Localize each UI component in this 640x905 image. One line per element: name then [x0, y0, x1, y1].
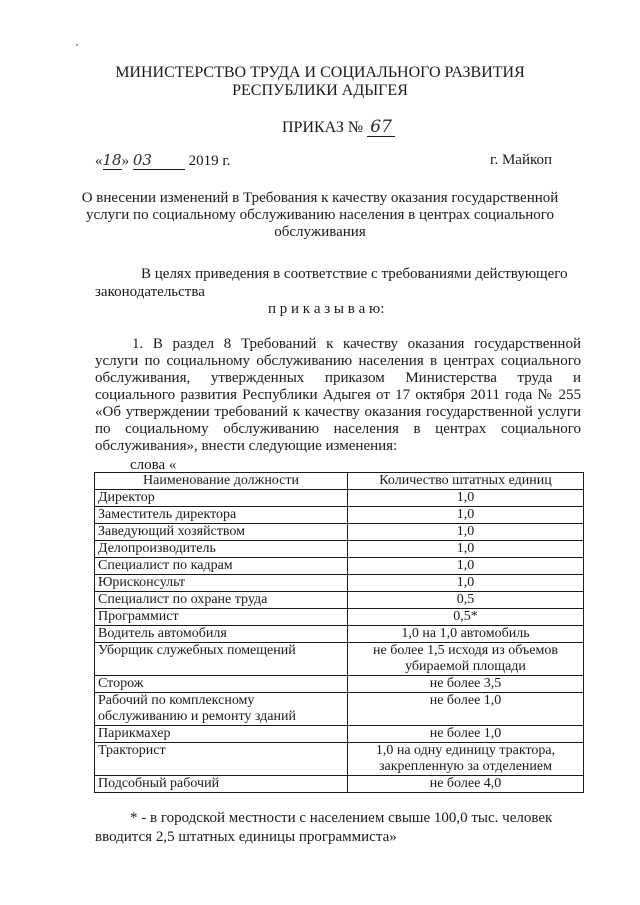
cell-count-line-1: 1,0 на одну единицу трактора, — [375, 743, 556, 758]
cell-position: Директор — [95, 490, 348, 507]
date-month: 03 — [133, 152, 185, 170]
cell-count: 1,0 — [348, 490, 584, 507]
table-row — [95, 592, 584, 609]
date-close-quote: » — [121, 153, 130, 169]
order-date — [95, 152, 231, 170]
preamble-line-1: В целях приведения в соответствие с требованиями действующего — [141, 266, 568, 282]
cell-position — [95, 693, 348, 726]
table-row — [95, 643, 584, 676]
cell-count: 0,5 — [348, 592, 584, 609]
cell-position: Сторож — [95, 676, 348, 693]
order-word: п р и к а з ы в а ю: — [268, 301, 385, 317]
cell-position: Заведующий хозяйством — [95, 524, 348, 541]
clause-line-1: 1. В раздел 8 Требований к качеству оказания государственной — [132, 336, 581, 352]
cell-count: 1,0 — [348, 575, 584, 592]
table-row — [95, 693, 584, 726]
footnote-line-2: вводится 2,5 штатных единицы программиста» — [95, 829, 397, 845]
table-row — [95, 609, 584, 626]
cell-position: Водитель автомобиля — [95, 626, 348, 643]
cell-count: 1,0 — [348, 558, 584, 575]
clause-line-3: обслуживания, утвержденных приказом Министерства труда и — [95, 370, 581, 386]
ministry-heading — [0, 64, 640, 100]
words-label: слова « — [130, 457, 177, 473]
cell-position: Делопроизводитель — [95, 541, 348, 558]
cell-position: Заместитель директора — [95, 507, 348, 524]
cell-position: Подсобный рабочий — [95, 776, 348, 793]
cell-position: Специалист по охране труда — [95, 592, 348, 609]
table-row — [95, 490, 584, 507]
preamble-line-2: законодательства — [95, 284, 205, 300]
cell-position: Программист — [95, 609, 348, 626]
table-row — [95, 558, 584, 575]
cell-count — [348, 743, 584, 776]
cell-count: 1,0 — [348, 524, 584, 541]
clause-1 — [95, 336, 581, 455]
title-line-2: услуги по социальному обслуживанию населения в центрах социального — [85, 207, 555, 223]
title-line-3: обслуживания — [274, 224, 366, 240]
cell-count-line-2: закрепленную за отделением — [379, 759, 552, 774]
cell-count: не более 4,0 — [348, 776, 584, 793]
order-city: г. Майкоп — [490, 152, 553, 168]
cell-count: 1,0 на 1,0 автомобиль — [348, 626, 584, 643]
table-row — [95, 541, 584, 558]
date-day: 18 — [102, 151, 122, 169]
staff-table — [94, 472, 584, 793]
table-row — [95, 676, 584, 693]
order-title — [60, 190, 580, 241]
clause-line-5: «Об утверждении требований к качеству оказания государственной услуги — [95, 404, 581, 420]
cell-position-line-2: обслуживанию и ремонту зданий — [98, 709, 296, 724]
clause-line-4: социального развития Республики Адыгея от 17 октября 2011 года № 255 — [95, 387, 581, 403]
order-label: ПРИКАЗ № — [282, 119, 364, 136]
table-row — [95, 626, 584, 643]
table-row — [95, 776, 584, 793]
order-number: 67 — [367, 118, 395, 137]
clause-line-7: обслуживания», внести следующие изменения: — [95, 438, 398, 454]
title-line-1: О внесении изменений в Требования к качеству оказания государственной — [81, 190, 559, 206]
cell-count — [348, 643, 584, 676]
cell-count: не более 3,5 — [348, 676, 584, 693]
date-open-quote: « — [95, 153, 103, 169]
cell-count: 1,0 — [348, 541, 584, 558]
cell-position: Уборщик служебных помещений — [95, 643, 348, 676]
cell-count-line-2: убираемой площади — [405, 659, 526, 674]
table-header-row — [95, 473, 584, 490]
cell-position-line-1: Рабочий по комплексному — [98, 693, 255, 708]
clause-line-6: по социальному обслуживанию населения в центрах социального — [95, 421, 581, 437]
date-year: 2019 г. — [188, 153, 231, 169]
order-heading — [282, 118, 395, 137]
scan-speck — [76, 44, 78, 46]
cell-position: Тракторист — [95, 743, 348, 776]
cell-count-line-1: не более 1,5 исходя из объемов — [373, 643, 558, 658]
cell-position: Парикмахер — [95, 726, 348, 743]
cell-count: 0,5* — [348, 609, 584, 626]
header-count: Количество штатных единиц — [348, 473, 584, 490]
cell-position: Юрисконсульт — [95, 575, 348, 592]
cell-count: не более 1,0 — [348, 726, 584, 743]
header-position: Наименование должности — [95, 473, 348, 490]
ministry-line-1: МИНИСТЕРСТВО ТРУДА И СОЦИАЛЬНОГО РАЗВИТИЯ — [115, 64, 525, 81]
table-row — [95, 524, 584, 541]
table-row — [95, 575, 584, 592]
clause-line-2: услуги по социальному обслуживанию населения в центрах социального — [95, 353, 581, 369]
table-row — [95, 726, 584, 743]
ministry-line-2: РЕСПУБЛИКИ АДЫГЕЯ — [232, 82, 408, 99]
footnote-line-1: * - в городской местности с населением свыше 100,0 тыс. человек — [130, 810, 553, 826]
table-row — [95, 743, 584, 776]
table-row — [95, 507, 584, 524]
cell-count: 1,0 — [348, 507, 584, 524]
cell-position: Специалист по кадрам — [95, 558, 348, 575]
cell-count: не более 1,0 — [348, 693, 584, 726]
